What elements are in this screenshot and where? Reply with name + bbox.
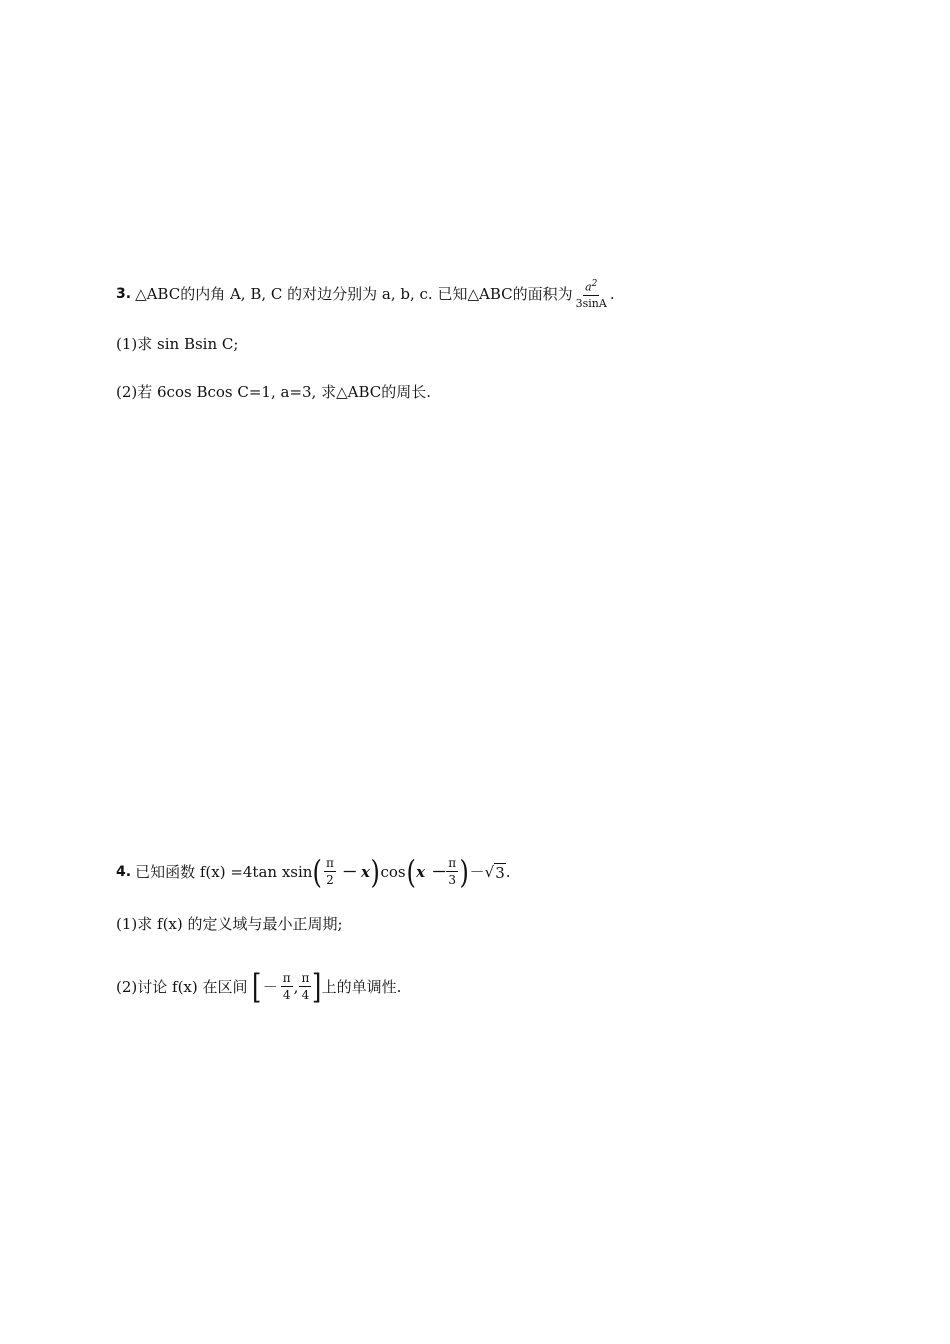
problem-3-number: 3. <box>116 285 132 302</box>
problem-3-part-1 <box>116 334 238 354</box>
interval-neg: － <box>262 977 278 996</box>
x-minus: x － <box>416 862 446 881</box>
problem-4-part-1-text: (1)求 f(x) 的定义域与最小正周期; <box>116 915 343 933</box>
problem-4-part-2-end: 上的单调性. <box>321 977 402 996</box>
problem-3-part-2-text: (2)若 6cos Bcos C=1, a=3, 求△ABC的周长. <box>116 383 432 401</box>
problem-4-part-1 <box>116 914 343 934</box>
problem-4-text: 已知函数 f(x) =4tan xsin <box>135 862 313 881</box>
left-bracket: [ <box>251 966 261 1007</box>
area-fraction-numerator: a <box>585 280 592 294</box>
right-paren-2: ) <box>459 852 470 891</box>
cos-label: cos <box>380 862 406 881</box>
fraction-pi-over-4: $\frac{\pi}{4}$ <box>301 971 310 1002</box>
right-paren-1: ) <box>370 852 380 891</box>
radical-sign-icon: √ <box>484 862 495 881</box>
right-bracket: ] <box>312 966 322 1007</box>
fraction-neg-pi-over-4: $\frac{\pi}{4}$ <box>282 971 291 1002</box>
interval-comma: , <box>293 977 299 996</box>
left-paren-2: ( <box>406 852 416 891</box>
area-fraction-denominator: 3sinA <box>575 296 607 310</box>
fraction-pi-over-3: $\frac{\pi}{3}$ <box>448 856 457 887</box>
problem-4-part-2-text: (2)讨论 f(x) 在区间 <box>116 977 248 996</box>
problem-3-part-1-text: (1)求 sin Bsin C; <box>116 335 239 353</box>
problem-4-period: . <box>505 862 511 881</box>
area-fraction <box>574 278 609 310</box>
left-paren-1: ( <box>313 852 323 891</box>
fraction-pi-over-2: $\frac{\pi}{2}$ <box>325 856 334 887</box>
minus-x: － x <box>340 862 370 881</box>
problem-3-part-2 <box>116 382 431 402</box>
problem-4-part-2 <box>116 966 402 1007</box>
sqrt-3: √ 3 <box>484 862 505 882</box>
area-fraction-exponent: 2 <box>591 279 598 289</box>
problem-4-stem <box>116 852 511 891</box>
problem-3-text: △ABC的内角 A, B, C 的对边分别为 a, b, c. 已知△ABC的面积为 <box>135 284 573 303</box>
minus-sign: － <box>469 862 485 881</box>
problem-4-number: 4. <box>116 863 132 880</box>
problem-3-stem <box>116 278 615 310</box>
problem-3-period: . <box>609 284 615 303</box>
